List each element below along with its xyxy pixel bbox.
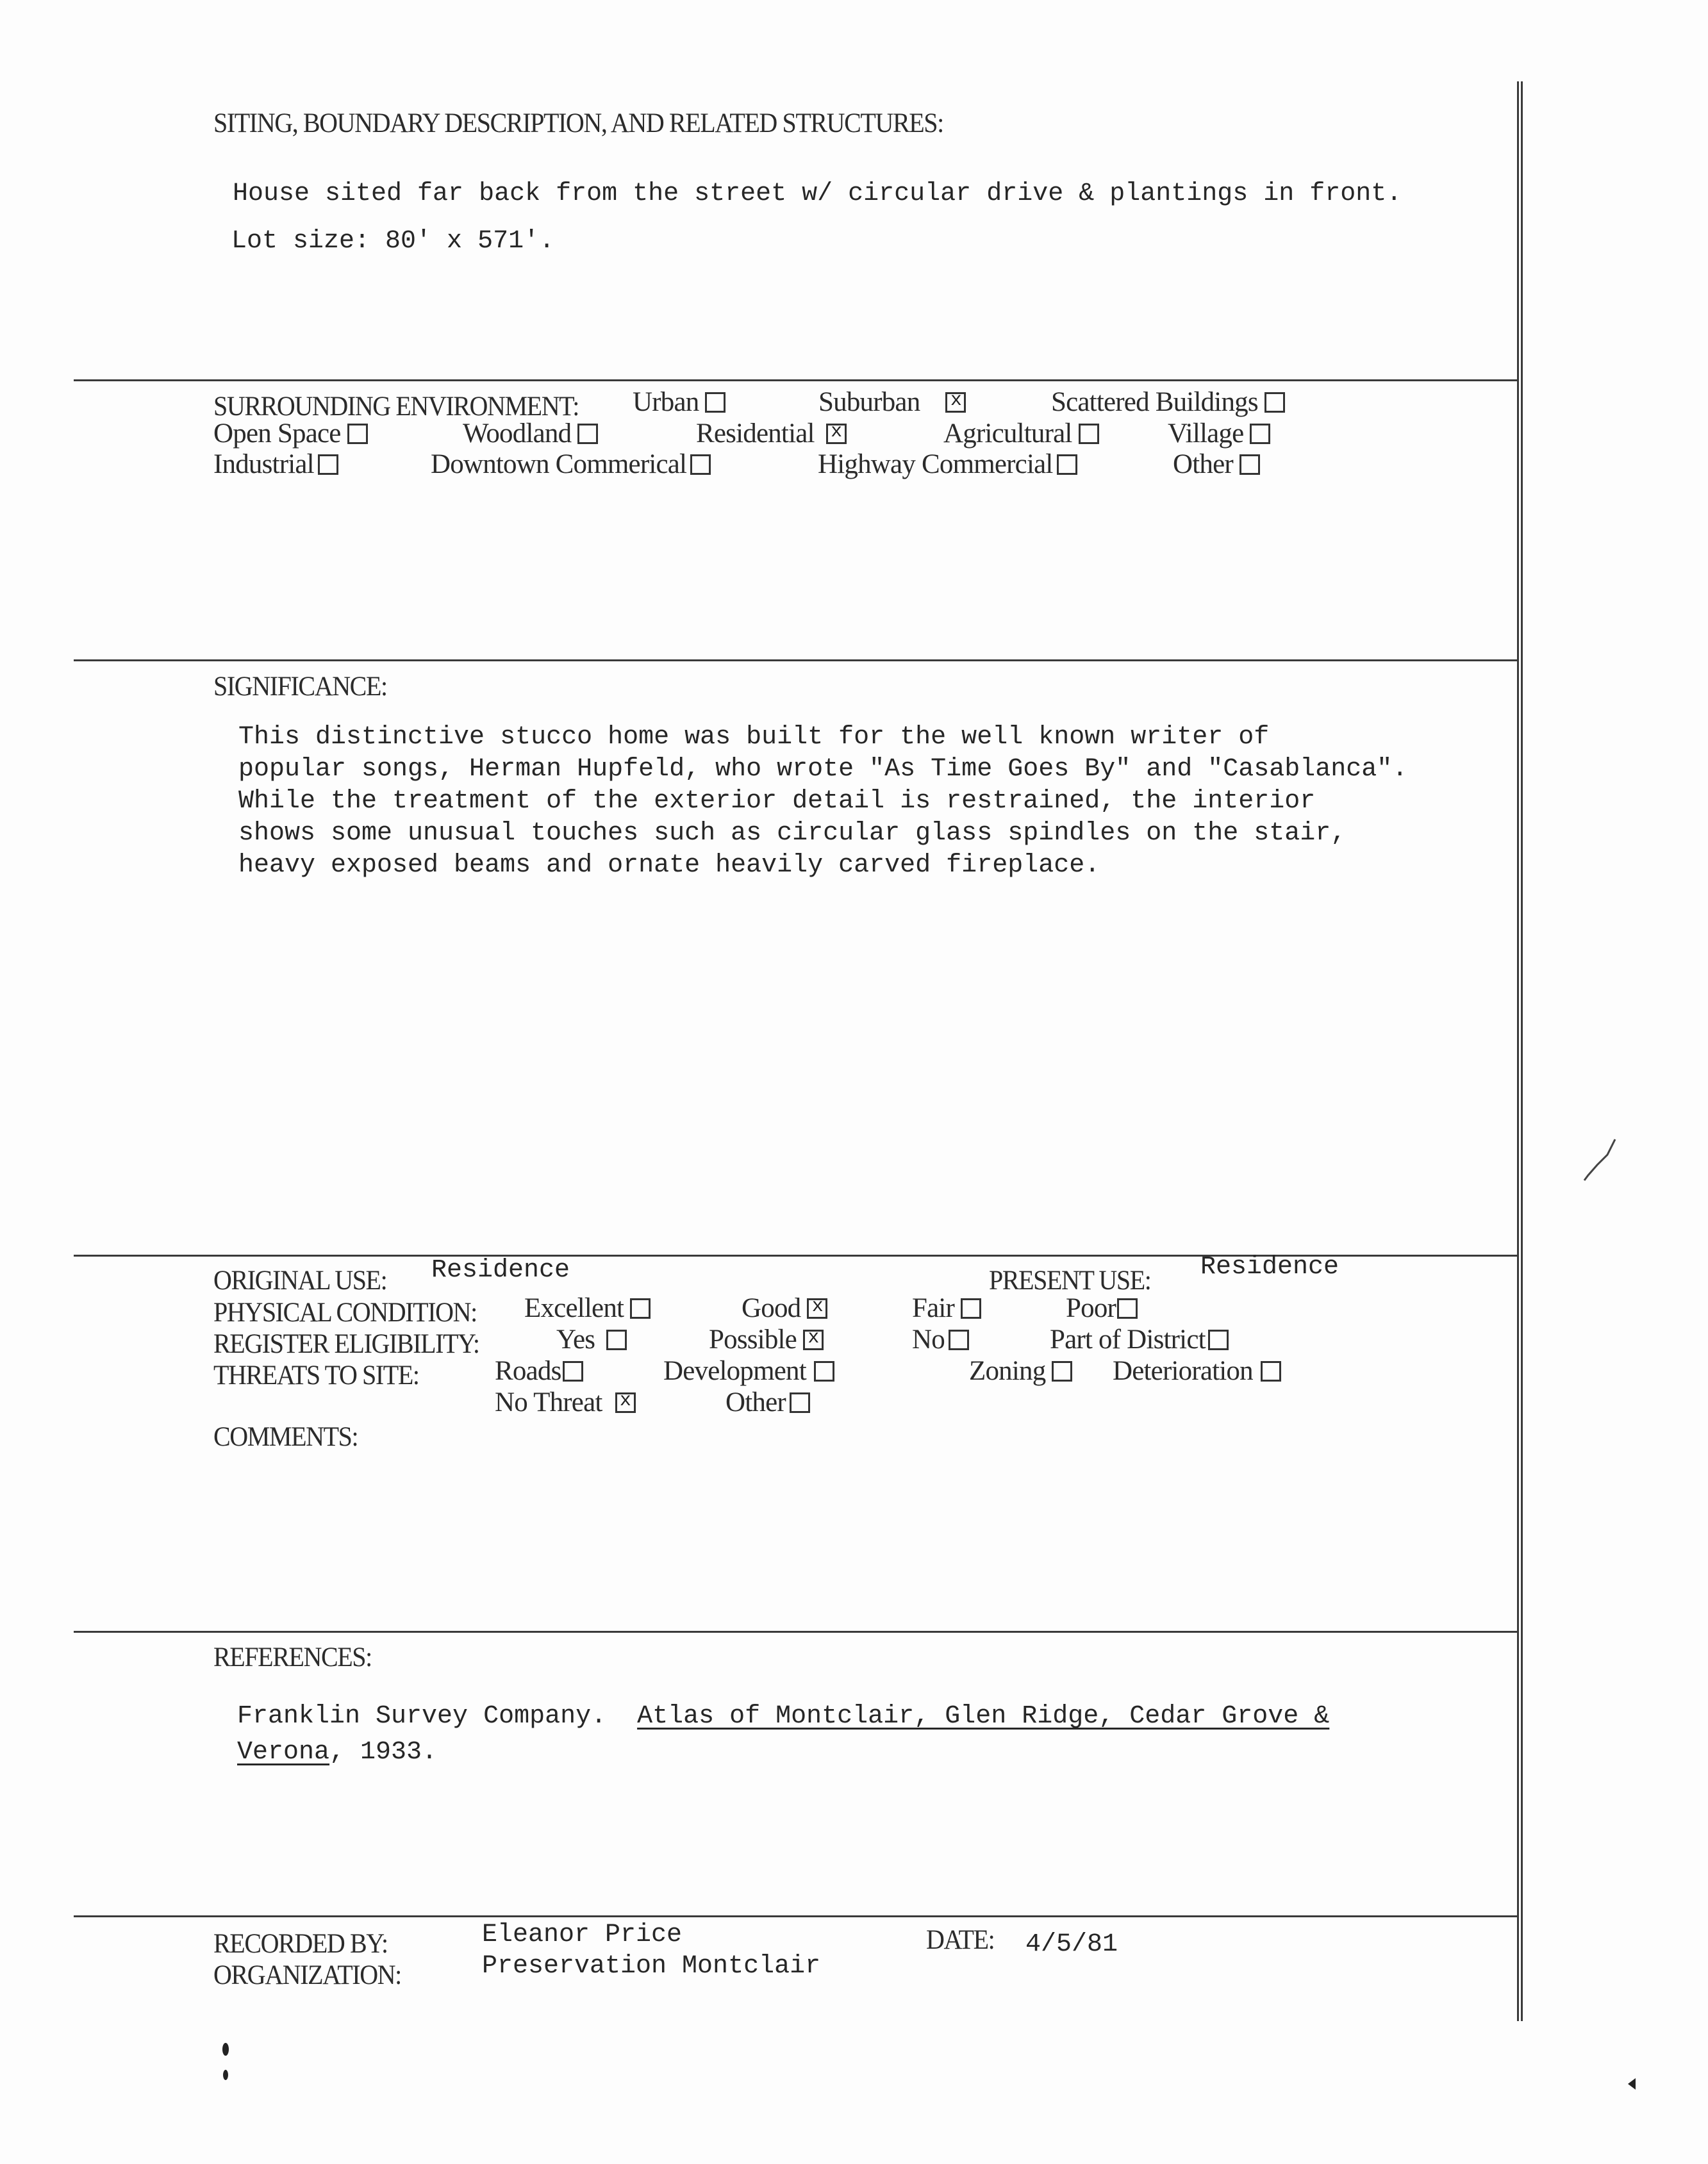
organization-label: ORGANIZATION: xyxy=(213,1959,401,1990)
date-value: 4/5/81 xyxy=(1025,1930,1118,1959)
eligibility-option-yes[interactable] xyxy=(556,1324,627,1355)
eligibility-option-label: No xyxy=(912,1325,945,1355)
checkbox-village[interactable] xyxy=(1250,424,1270,444)
recorded-by-label: RECORDED BY: xyxy=(213,1928,388,1959)
environment-label: SURROUNDING ENVIRONMENT: xyxy=(213,390,579,422)
reference-entry xyxy=(237,1701,1329,1769)
condition-option-label: Excellent xyxy=(524,1293,624,1323)
eligibility-option-no[interactable] xyxy=(912,1324,969,1355)
date-label: DATE: xyxy=(926,1924,995,1955)
threat-option-label: Zoning xyxy=(969,1356,1046,1386)
original-use-value: Residence xyxy=(431,1256,570,1285)
reference-year: , 1933. xyxy=(329,1738,438,1767)
env-option-label: Scattered Buildings xyxy=(1051,387,1258,417)
checkbox-roads[interactable] xyxy=(563,1361,583,1382)
checkbox-highway-commercial[interactable] xyxy=(1057,454,1077,475)
env-option-label: Urban xyxy=(633,387,699,417)
checkbox-possible[interactable] xyxy=(803,1330,824,1350)
condition-option-fair[interactable] xyxy=(912,1293,981,1324)
checkbox-excellent[interactable] xyxy=(630,1298,651,1319)
condition-option-good[interactable] xyxy=(742,1293,827,1324)
significance-text xyxy=(238,722,1407,882)
siting-label: SITING, BOUNDARY DESCRIPTION, AND RELATED STRUCTURES: xyxy=(213,107,943,138)
siting-line-2: Lot size: 80' x 571'. xyxy=(231,227,555,256)
references-label: REFERENCES: xyxy=(213,1641,372,1673)
env-option-label: Woodland xyxy=(463,418,572,449)
eligibility-label: REGISTER ELIGIBILITY: xyxy=(213,1328,479,1359)
env-option-label: Village xyxy=(1168,418,1244,449)
reference-title-line-1: Atlas of Montclair, Glen Ridge, Cedar Grove & xyxy=(637,1702,1330,1731)
eligibility-option-possible[interactable] xyxy=(709,1324,824,1355)
checkbox-open-space[interactable] xyxy=(347,424,368,444)
condition-option-excellent[interactable] xyxy=(524,1293,651,1324)
env-option-label: Residential xyxy=(696,418,815,449)
env-option-label: Agricultural xyxy=(943,418,1072,449)
checkbox-downtown-commerical[interactable] xyxy=(690,454,711,475)
threat-option-no-threat[interactable] xyxy=(495,1387,636,1418)
condition-option-poor[interactable] xyxy=(1066,1293,1138,1324)
scan-mark-left-icon xyxy=(220,2038,231,2089)
right-border-line-inner xyxy=(1521,81,1523,2021)
env-option-highway-commercial[interactable] xyxy=(818,449,1077,480)
divider-recorded xyxy=(74,1915,1517,1917)
significance-label: SIGNIFICANCE: xyxy=(213,670,387,702)
comments-label: COMMENTS: xyxy=(213,1421,358,1452)
checkbox-residential[interactable] xyxy=(826,424,847,444)
env-option-label: Industrial xyxy=(213,449,314,479)
checkbox-zoning[interactable] xyxy=(1052,1361,1072,1382)
condition-option-label: Good xyxy=(742,1293,801,1323)
checkbox-urban[interactable] xyxy=(705,392,725,413)
significance-line: While the treatment of the exterior detail is restrained, the interior xyxy=(238,787,1316,816)
threat-option-roads[interactable] xyxy=(495,1355,583,1387)
checkbox-threat-other[interactable] xyxy=(790,1392,810,1413)
env-option-residential[interactable] xyxy=(696,418,847,449)
checkbox-no[interactable] xyxy=(949,1330,969,1350)
significance-line: This distinctive stucco home was built for the well known writer of xyxy=(238,723,1270,752)
env-option-downtown-commerical[interactable] xyxy=(431,449,711,480)
original-use-label: ORIGINAL USE: xyxy=(213,1264,387,1296)
scan-mark-corner-icon xyxy=(1628,2078,1637,2090)
checkbox-deterioration[interactable] xyxy=(1261,1361,1281,1382)
reference-author: Franklin Survey Company. xyxy=(237,1702,607,1731)
checkbox-fair[interactable] xyxy=(961,1298,981,1319)
checkbox-env-other[interactable] xyxy=(1240,454,1260,475)
env-option-industrial[interactable] xyxy=(213,449,338,480)
siting-line-1: House sited far back from the street w/ circular drive & plantings in front. xyxy=(233,179,1402,208)
env-option-other[interactable] xyxy=(1173,449,1260,480)
divider-references xyxy=(74,1631,1517,1633)
env-option-village[interactable] xyxy=(1168,418,1270,449)
env-option-label: Open Space xyxy=(213,418,341,449)
env-option-agricultural[interactable] xyxy=(943,418,1099,449)
present-use-label: PRESENT USE: xyxy=(989,1264,1151,1296)
divider-environment xyxy=(74,379,1517,381)
env-option-woodland[interactable] xyxy=(463,418,598,449)
divider-significance xyxy=(74,659,1517,661)
checkbox-industrial[interactable] xyxy=(318,454,338,475)
threats-label: THREATS TO SITE: xyxy=(213,1359,419,1391)
checkbox-suburban[interactable] xyxy=(945,392,966,413)
threat-option-deterioration[interactable] xyxy=(1113,1355,1281,1387)
threat-option-other[interactable] xyxy=(725,1387,810,1418)
reference-title-line-2: Verona xyxy=(237,1738,330,1767)
eligibility-option-label: Yes xyxy=(556,1325,595,1355)
checkbox-poor[interactable] xyxy=(1117,1298,1138,1319)
threat-option-label: Other xyxy=(725,1387,786,1417)
condition-option-label: Fair xyxy=(912,1293,955,1323)
present-use-value: Residence xyxy=(1200,1253,1339,1282)
checkbox-scattered-buildings[interactable] xyxy=(1264,392,1285,413)
threat-option-label: Development xyxy=(663,1356,806,1386)
threat-option-label: No Threat xyxy=(495,1387,602,1417)
right-border-line-outer xyxy=(1517,81,1519,2021)
threat-option-label: Deterioration xyxy=(1113,1356,1253,1386)
condition-option-label: Poor xyxy=(1066,1293,1116,1323)
checkbox-woodland[interactable] xyxy=(577,424,598,444)
significance-line: popular songs, Herman Hupfeld, who wrote "As Time Goes By" and "Casablanca". xyxy=(238,755,1408,784)
env-option-open-space[interactable] xyxy=(213,418,368,449)
threat-option-label: Roads xyxy=(495,1356,561,1386)
checkbox-yes[interactable] xyxy=(606,1330,627,1350)
env-option-label: Highway Commercial xyxy=(818,449,1053,479)
eligibility-option-label: Possible xyxy=(709,1325,797,1355)
env-option-scattered-buildings[interactable] xyxy=(1051,386,1285,418)
checkbox-no-threat[interactable] xyxy=(615,1392,636,1413)
checkbox-agricultural[interactable] xyxy=(1079,424,1099,444)
checkbox-part-of-district[interactable] xyxy=(1208,1330,1229,1350)
env-option-label: Other xyxy=(1173,449,1233,479)
scan-mark-right-icon xyxy=(1583,1128,1621,1198)
env-option-suburban[interactable] xyxy=(818,386,966,418)
checkbox-good[interactable] xyxy=(807,1298,827,1319)
env-option-label: Suburban xyxy=(818,387,920,417)
checkbox-development[interactable] xyxy=(814,1361,834,1382)
threat-option-development[interactable] xyxy=(663,1355,834,1387)
threat-option-zoning[interactable] xyxy=(969,1355,1072,1387)
significance-line: heavy exposed beams and ornate heavily carved fireplace. xyxy=(238,851,1100,880)
eligibility-option-part-of-district[interactable] xyxy=(1050,1324,1229,1355)
env-option-label: Downtown Commerical xyxy=(431,449,687,479)
organization-value: Preservation Montclair xyxy=(482,1952,821,1981)
condition-label: PHYSICAL CONDITION: xyxy=(213,1296,477,1328)
significance-line: shows some unusual touches such as circular glass spindles on the stair, xyxy=(238,819,1347,848)
recorded-by-value: Eleanor Price xyxy=(482,1920,683,1949)
eligibility-option-label: Part of District xyxy=(1050,1325,1206,1355)
env-option-urban[interactable] xyxy=(633,386,725,418)
